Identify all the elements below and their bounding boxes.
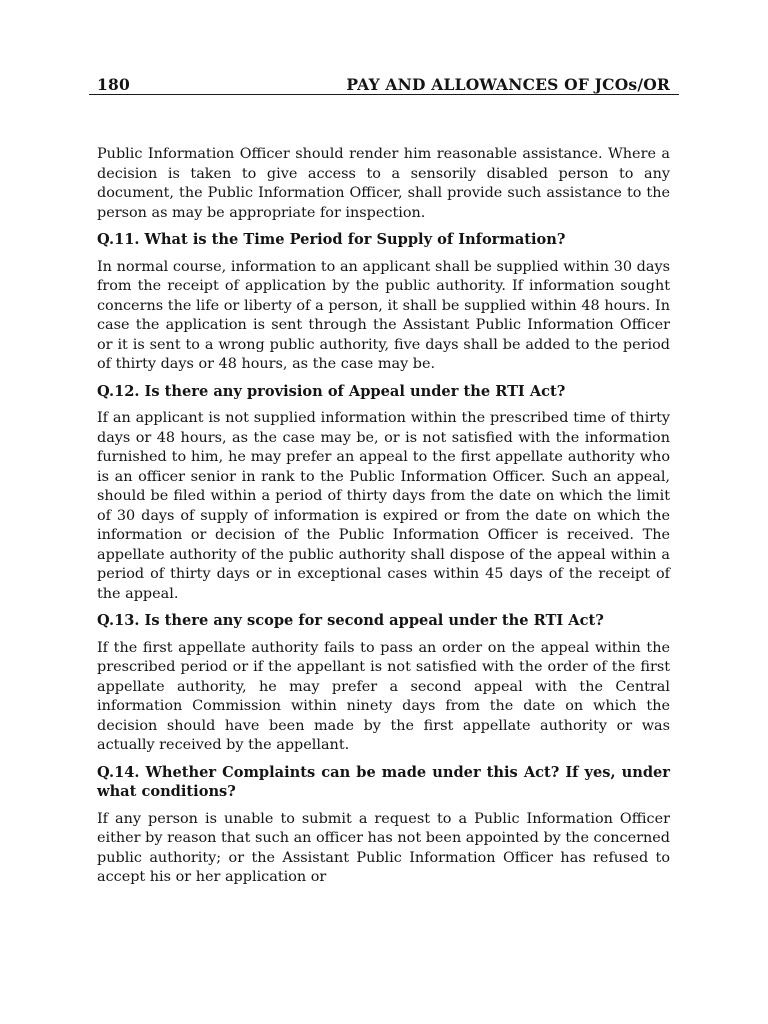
answer-14: If any person is unable to submit a request to a Public Information Officer either by reason that such an officer has not been appointed by the concerned public authority; or the Assistant Public Information Officer has refused to accept his or her application or — [97, 810, 670, 885]
running-title: PAY AND ALLOWANCES OF JCOs/OR — [346, 75, 670, 94]
answer-12: If an applicant is not supplied information within the prescribed time of thirty days or 48 hours, as the case may be, or is not satisfied with the information furnished to him, he may prefer an appeal to the first appellate authority who is an officer senior in rank to the Public Information Officer. Such an appeal, should be filed within a period of thirty days from the date on which the limit of 30 days of supply of information is expired or from the date on which the information or decision of the Public Information Officer is received. The appellate authority of the public authority shall dispose of the appeal within a period of thirty days or in exceptional cases within 45 days of the receipt of the appeal. — [97, 410, 670, 602]
question-13: Q.13. Is there any scope for second appeal under the RTI Act? — [97, 612, 604, 629]
intro-paragraph: Public Information Officer should render him reasonable assistance. Where a decision is taken to give access to a sensorily disabled person to any document, the Public Information Officer, shall provide such assistance to the person as may be appropriate for inspection. — [97, 146, 670, 221]
page-header — [97, 72, 670, 94]
answer-11: In normal course, information to an applicant shall be supplied within 30 days from the receipt of application by the public authority. If information sought concerns the life or liberty of a person, it shall be supplied within 48 hours. In case the application is sent through the Assistant Public Information Officer or it is sent to a wrong public authority, five days shall be added to the period of thirty days or 48 hours, as the case may be. — [97, 258, 670, 372]
question-14: Q.14. Whether Complaints can be made under this Act? If yes, under what conditions? — [97, 763, 670, 800]
header-rule — [89, 94, 679, 95]
question-12: Q.12. Is there any provision of Appeal under the RTI Act? — [97, 382, 566, 400]
answer-13: If the first appellate authority fails to pass an order on the appeal within the prescribed period or if the appellant is not satisfied with the order of the first appellate authority, he may prefer a second appeal with the Central information Commission within ninety days from the date on which the decision should have been made by the first appellate authority or was actually received by the appellant. — [97, 639, 670, 753]
page-number: 180 — [97, 75, 130, 94]
page-content — [97, 145, 670, 895]
question-11: Q.11. What is the Time Period for Supply of Information? — [97, 231, 566, 248]
